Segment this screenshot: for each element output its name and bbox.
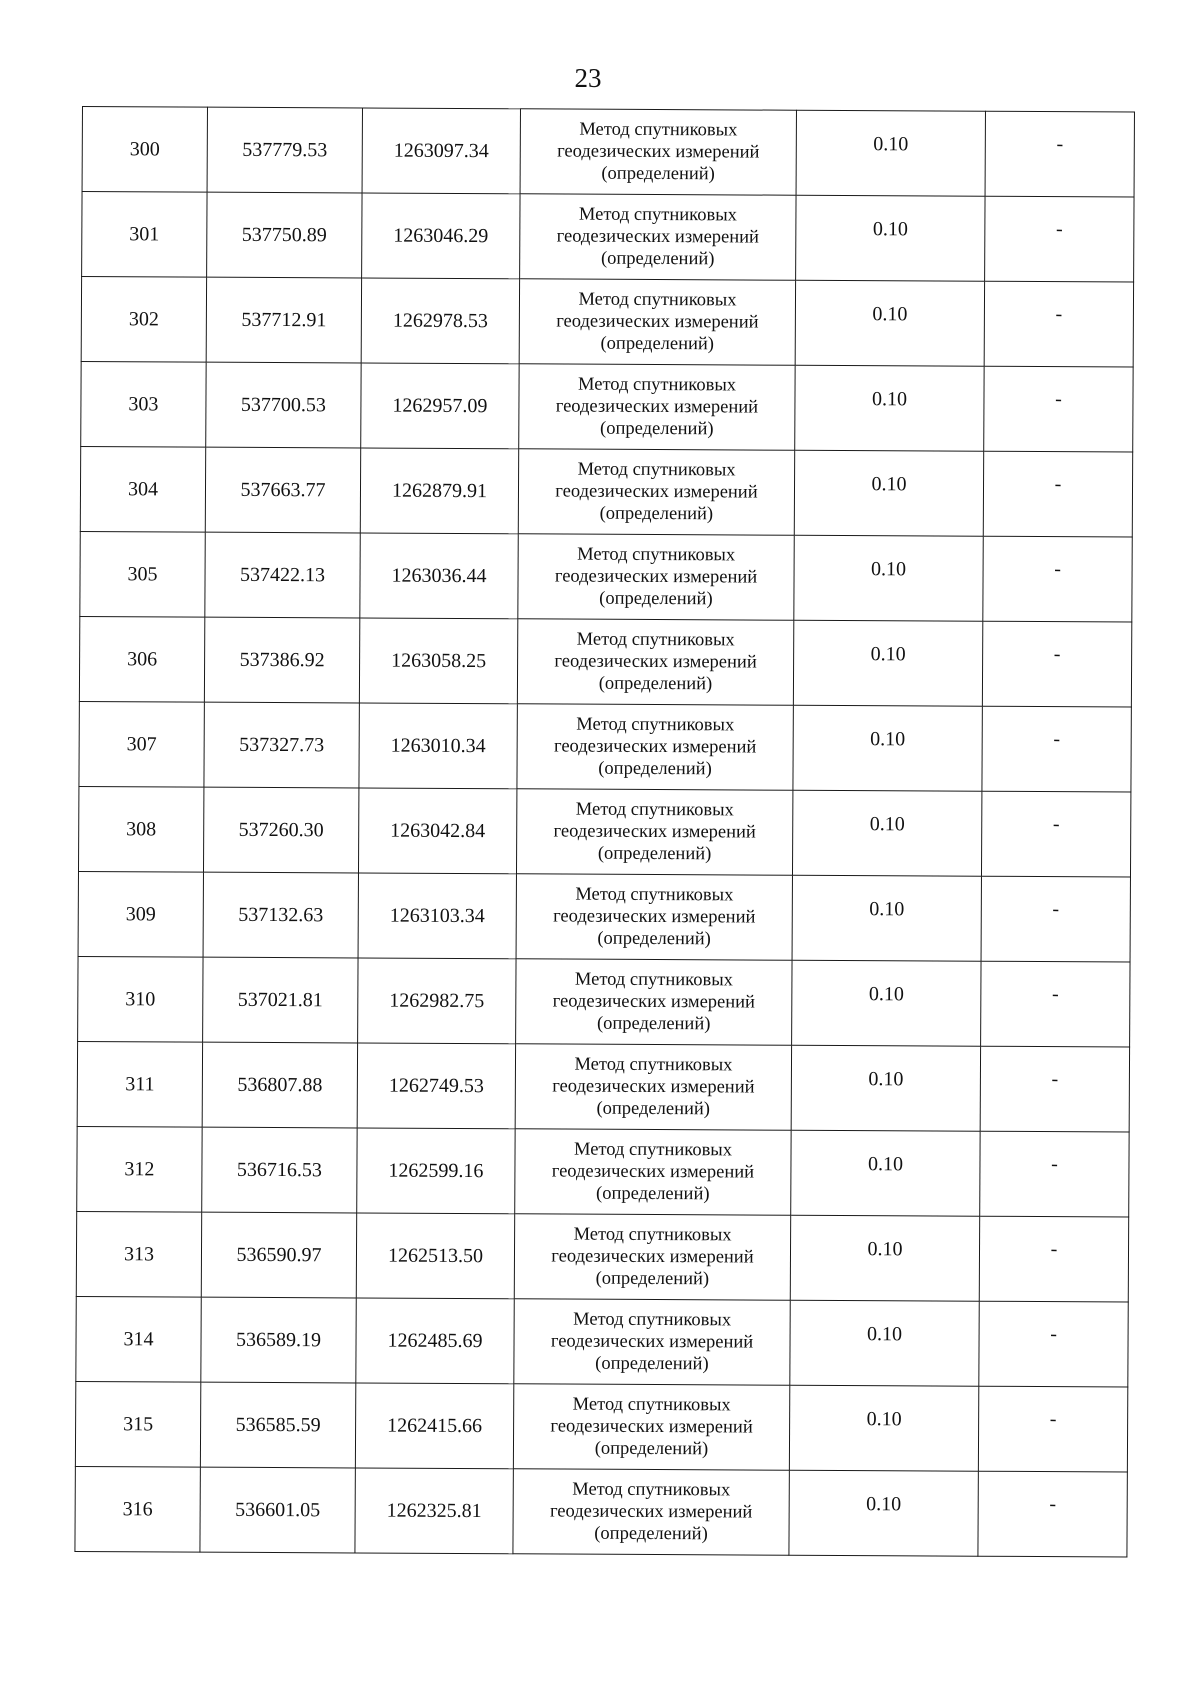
method-line: Метод спутниковых — [573, 1139, 733, 1161]
y-coordinate-cell: 1262982.75 — [358, 958, 516, 1044]
y-coordinate-cell: 1263097.34 — [362, 108, 520, 194]
method-line: геодезических измерений — [557, 141, 760, 163]
method-line: Метод спутниковых — [576, 714, 735, 736]
method-line: (определений) — [597, 843, 712, 865]
point-number-cell: 306 — [79, 616, 204, 702]
method-line: геодезических измерений — [555, 481, 758, 503]
method-line: (определений) — [594, 1523, 708, 1545]
method-line: Метод спутниковых — [577, 459, 736, 481]
table-row — [80, 446, 1132, 537]
y-coordinate-cell: 1263058.25 — [359, 618, 517, 704]
method-line: Метод спутниковых — [572, 1479, 731, 1501]
precision-cell: 0.10 — [794, 450, 983, 536]
method-cell — [516, 959, 792, 1045]
y-coordinate-cell: 1262978.53 — [361, 278, 519, 364]
point-number-cell: 303 — [81, 361, 206, 447]
table-row — [82, 107, 1134, 198]
method-line: (определений) — [596, 1183, 710, 1205]
table-row — [79, 701, 1131, 792]
note-cell: - — [978, 1386, 1127, 1472]
method-line: Метод спутниковых — [577, 544, 736, 566]
table-row — [77, 1126, 1129, 1217]
point-number-cell: 313 — [76, 1211, 201, 1297]
point-number-cell: 312 — [77, 1126, 202, 1212]
table-row — [78, 871, 1130, 962]
x-coordinate-cell: 536590.97 — [201, 1212, 356, 1298]
precision-cell: 0.10 — [789, 1470, 978, 1556]
method-cell — [517, 704, 793, 790]
method-line: (определений) — [595, 1268, 710, 1290]
method-line: геодезических измерений — [554, 566, 758, 588]
method-line: (определений) — [599, 503, 714, 525]
method-cell — [519, 279, 795, 365]
method-line: Метод спутниковых — [578, 289, 737, 311]
precision-cell: 0.10 — [796, 195, 985, 281]
method-line: Метод спутниковых — [572, 1394, 731, 1416]
point-number-cell: 304 — [80, 446, 205, 532]
note-cell: - — [985, 196, 1134, 282]
x-coordinate-cell: 537750.89 — [207, 192, 362, 278]
point-number-cell: 301 — [82, 192, 207, 278]
note-cell: - — [981, 791, 1130, 877]
precision-cell: 0.10 — [792, 790, 981, 876]
table-row — [80, 531, 1132, 622]
method-cell — [515, 1044, 791, 1130]
method-line: геодезических измерений — [552, 1076, 755, 1098]
table-row — [82, 192, 1134, 283]
method-line: геодезических измерений — [552, 991, 756, 1013]
method-line: (определений) — [599, 588, 713, 610]
point-number-cell: 300 — [82, 107, 207, 193]
y-coordinate-cell: 1262485.69 — [356, 1298, 514, 1384]
precision-cell: 0.10 — [791, 1045, 980, 1131]
note-cell: - — [982, 706, 1131, 792]
method-line: (определений) — [596, 1098, 711, 1120]
note-cell: - — [981, 876, 1130, 962]
method-line: геодезических измерений — [555, 396, 759, 418]
method-line: геодезических измерений — [553, 906, 756, 928]
method-line: (определений) — [595, 1353, 709, 1375]
method-line: геодезических измерений — [556, 311, 759, 333]
point-number-cell: 307 — [79, 701, 204, 787]
method-line: (определений) — [600, 333, 715, 355]
table-row — [76, 1296, 1128, 1387]
method-cell — [516, 789, 792, 875]
method-line: (определений) — [601, 163, 715, 185]
table-row — [75, 1466, 1127, 1557]
method-cell — [513, 1384, 789, 1470]
point-number-cell: 316 — [75, 1466, 200, 1552]
precision-cell: 0.10 — [793, 620, 982, 706]
method-cell — [519, 364, 795, 450]
y-coordinate-cell: 1263103.34 — [358, 873, 516, 959]
method-line: геодезических измерений — [554, 651, 757, 673]
table-row — [81, 277, 1133, 368]
y-coordinate-cell: 1262513.50 — [356, 1213, 514, 1299]
method-line: геодезических измерений — [553, 736, 757, 758]
y-coordinate-cell: 1262749.53 — [357, 1043, 515, 1129]
point-number-cell: 308 — [78, 786, 203, 872]
method-cell — [514, 1299, 790, 1385]
y-coordinate-cell: 1263046.29 — [362, 193, 520, 279]
method-line: геодезических измерений — [550, 1331, 754, 1353]
point-number-cell: 314 — [76, 1296, 201, 1382]
method-line: (определений) — [597, 928, 711, 950]
x-coordinate-cell: 536585.59 — [200, 1382, 355, 1468]
y-coordinate-cell: 1262599.16 — [357, 1128, 515, 1214]
method-line: Метод спутниковых — [574, 1054, 733, 1076]
table-row — [79, 616, 1131, 707]
table-row — [78, 956, 1130, 1047]
precision-cell: 0.10 — [789, 1385, 978, 1471]
method-cell — [516, 874, 792, 960]
y-coordinate-cell: 1263036.44 — [360, 533, 518, 619]
method-cell — [518, 534, 794, 620]
x-coordinate-cell: 537327.73 — [204, 702, 359, 788]
x-coordinate-cell: 537663.77 — [205, 447, 360, 533]
precision-cell: 0.10 — [792, 875, 981, 961]
y-coordinate-cell: 1262415.66 — [355, 1383, 513, 1469]
x-coordinate-cell: 537021.81 — [203, 957, 358, 1043]
note-cell: - — [982, 621, 1131, 707]
y-coordinate-cell: 1262879.91 — [360, 448, 518, 534]
page-number: 23 — [574, 63, 602, 93]
method-cell — [513, 1469, 789, 1555]
x-coordinate-cell: 536807.88 — [202, 1042, 357, 1128]
method-line: Метод спутниковых — [573, 1309, 732, 1331]
x-coordinate-cell: 536589.19 — [201, 1297, 356, 1383]
method-line: (определений) — [600, 418, 714, 440]
note-cell: - — [984, 281, 1133, 367]
note-cell: - — [981, 961, 1130, 1047]
note-cell: - — [983, 536, 1132, 622]
note-cell: - — [985, 111, 1134, 197]
method-line: геодезических измерений — [551, 1161, 755, 1183]
method-line: геодезических измерений — [550, 1416, 753, 1438]
x-coordinate-cell: 537712.91 — [206, 277, 361, 363]
method-line: Метод спутниковых — [578, 204, 737, 226]
note-cell: - — [979, 1301, 1128, 1387]
method-line: Метод спутниковых — [576, 629, 735, 651]
method-line: Метод спутниковых — [579, 119, 738, 141]
method-line: (определений) — [598, 673, 713, 695]
coordinates-table — [74, 106, 1135, 1557]
precision-cell: 0.10 — [795, 365, 984, 451]
method-cell — [515, 1129, 791, 1215]
method-line: геодезических измерений — [549, 1501, 753, 1523]
table-row — [77, 1041, 1129, 1132]
precision-cell: 0.10 — [795, 280, 984, 366]
method-line: (определений) — [600, 248, 715, 270]
y-coordinate-cell: 1263042.84 — [358, 788, 516, 874]
method-cell — [514, 1214, 790, 1300]
y-coordinate-cell: 1263010.34 — [359, 703, 517, 789]
method-line: Метод спутниковых — [573, 1224, 732, 1246]
note-cell: - — [983, 451, 1132, 537]
method-line: Метод спутниковых — [574, 969, 733, 991]
method-line: геодезических измерений — [551, 1246, 754, 1268]
note-cell: - — [984, 366, 1133, 452]
note-cell: - — [980, 1046, 1129, 1132]
coordinates-table-body — [75, 107, 1135, 1557]
x-coordinate-cell: 537779.53 — [207, 107, 362, 193]
x-coordinate-cell: 537132.63 — [203, 872, 358, 958]
method-line: (определений) — [594, 1438, 709, 1460]
point-number-cell: 305 — [80, 531, 205, 617]
note-cell: - — [978, 1471, 1127, 1557]
method-cell — [520, 194, 796, 280]
method-line: Метод спутниковых — [575, 884, 734, 906]
method-cell — [520, 109, 796, 195]
method-cell — [517, 619, 793, 705]
x-coordinate-cell: 537700.53 — [206, 362, 361, 448]
precision-cell: 0.10 — [794, 535, 983, 621]
table-row — [78, 786, 1130, 877]
note-cell: - — [979, 1216, 1128, 1302]
x-coordinate-cell: 536716.53 — [202, 1127, 357, 1213]
method-line: геодезических измерений — [556, 226, 760, 248]
table-row — [76, 1211, 1128, 1302]
method-line: (определений) — [598, 758, 712, 780]
point-number-cell: 315 — [75, 1381, 200, 1467]
method-line: Метод спутниковых — [575, 799, 734, 821]
point-number-cell: 309 — [78, 871, 203, 957]
precision-cell: 0.10 — [790, 1300, 979, 1386]
method-line: (определений) — [596, 1013, 711, 1035]
precision-cell: 0.10 — [790, 1215, 979, 1301]
y-coordinate-cell: 1262957.09 — [361, 363, 519, 449]
y-coordinate-cell: 1262325.81 — [355, 1468, 513, 1554]
method-line: геодезических измерений — [553, 821, 756, 843]
x-coordinate-cell: 536601.05 — [200, 1467, 355, 1553]
method-line: Метод спутниковых — [577, 374, 737, 396]
table-row — [81, 361, 1133, 452]
point-number-cell: 311 — [77, 1041, 202, 1127]
precision-cell: 0.10 — [792, 960, 981, 1046]
x-coordinate-cell: 537422.13 — [205, 532, 360, 618]
method-cell — [518, 449, 794, 535]
precision-cell: 0.10 — [796, 110, 985, 196]
x-coordinate-cell: 537260.30 — [203, 787, 358, 873]
precision-cell: 0.10 — [793, 705, 982, 791]
table-row — [75, 1381, 1127, 1472]
precision-cell: 0.10 — [791, 1130, 980, 1216]
point-number-cell: 310 — [78, 956, 203, 1042]
point-number-cell: 302 — [81, 277, 206, 363]
note-cell: - — [980, 1131, 1129, 1217]
x-coordinate-cell: 537386.92 — [204, 617, 359, 703]
